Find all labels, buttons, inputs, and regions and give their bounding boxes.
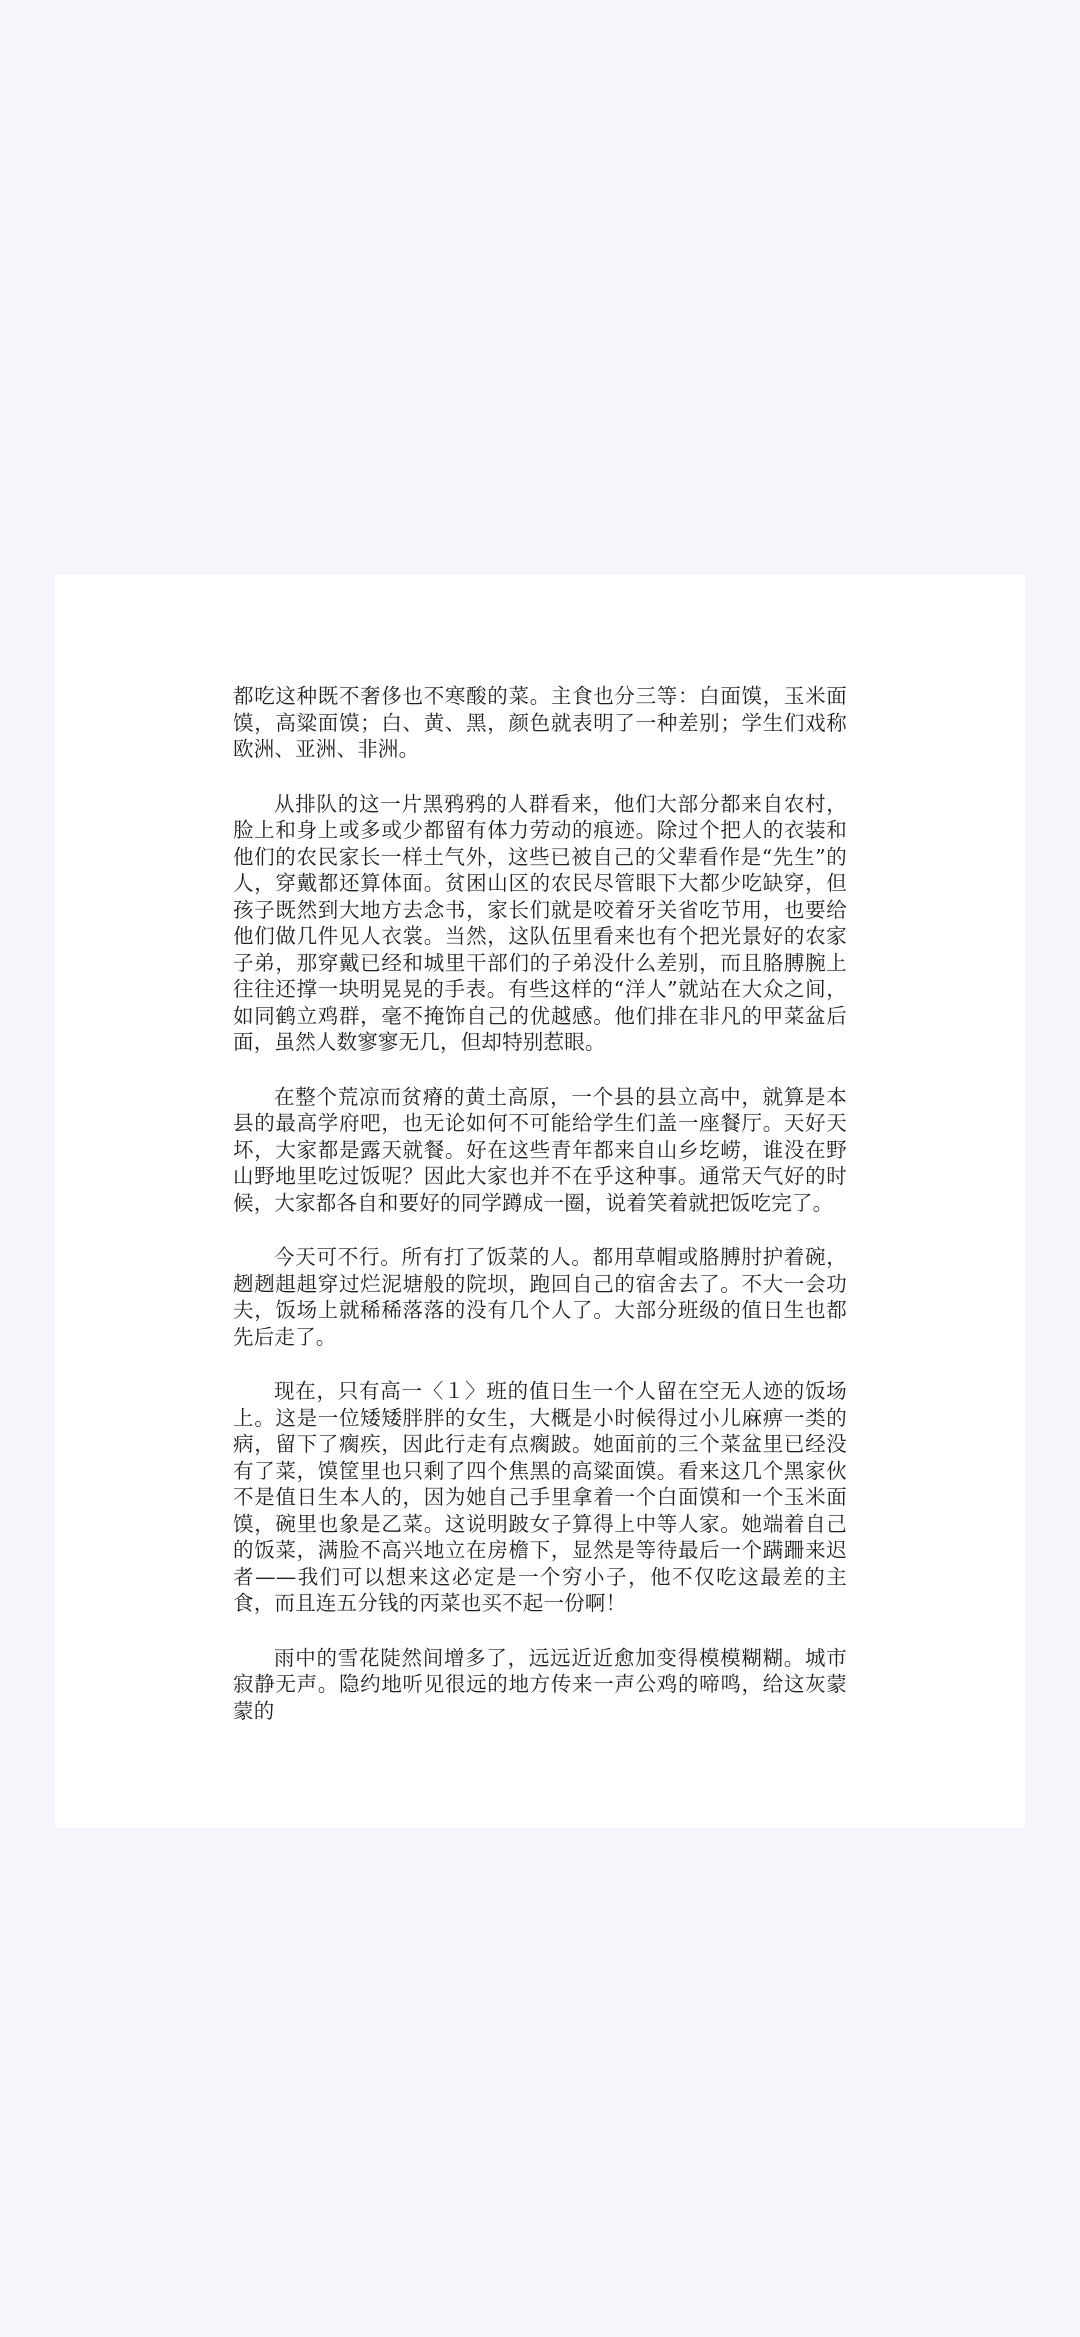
paragraph: 从排队的这一片黑鸦鸦的人群看来，他们大部分都来自农村，脸上和身上或多或少都留有体力劳动的痕迹。除过个把人的衣装和他们的农民家长一样土气外，这些已被自己的父辈看作是“先生”的人，穿戴都还算体面。贫困山区的农民尽管眼下大都少吃缺穿，但孩子既然到大地方去念书，家长们就是咬着牙关省吃节用，也要给他们做几件见人衣裳。当然，这队伍里看来也有个把光景好的农家子弟，那穿戴已经和城里干部们的子弟没什么差别，而且胳膊腕上往往还撑一块明晃晃的手表。有些这样的“洋人”就站在大众之间，如同鹤立鸡群，毫不掩饰自己的优越感。他们排在非凡的甲菜盆后面，虽然人数寥寥无几，但却特别惹眼。	[233, 791, 847, 1054]
paragraph: 今天可不行。所有打了饭菜的人。都用草帽或胳膊肘护着碗，趔趔趄趄穿过烂泥塘般的院坝，跑回自己的宿舍去了。不大一会功夫，饭场上就稀稀落落的没有几个人了。大部分班级的值日生也都先后走了。	[233, 1245, 847, 1349]
paragraph: 现在，只有高一〈１〉班的值日生一个人留在空无人迹的饭场上。这是一位矮矮胖胖的女生，大概是小时候得过小儿麻痹一类的病，留下了瘸疾，因此行走有点瘸跛。她面前的三个菜盆里已经没有了菜，馍筐里也只剩了四个焦黑的高粱面馍。看来这几个黑家伙不是值日生本人的，因为她自己手里拿着一个白面馍和一个玉米面馍，碗里也象是乙菜。这说明跛女子算得上中等人家。她端着自己的饭菜，满脸不高兴地立在房檐下，显然是等待最后一个蹒跚来迟者——我们可以想来这必定是一个穷小子，他不仅吃这最差的主食，而且连五分钱的丙菜也买不起一份啊！	[233, 1379, 847, 1615]
paragraph: 雨中的雪花陡然间增多了，远远近近愈加变得模模糊糊。城市寂静无声。隐约地听见很远的地方传来一声公鸡的啼鸣，给这灰蒙蒙的	[233, 1645, 847, 1723]
document-page	[55, 575, 1025, 1828]
paragraph: 在整个荒凉而贫瘠的黄土高原，一个县的县立高中，就算是本县的最高学府吧，也无论如何不可能给学生们盖一座餐厅。天好天坏，大家都是露天就餐。好在这些青年都来自山乡圪崂，谁没在野山野地里吃过饭呢？因此大家也并不在乎这种事。通常天气好的时候，大家都各自和要好的同学蹲成一圈，说着笑着就把饭吃完了。	[233, 1084, 847, 1215]
paragraph: 都吃这种既不奢侈也不寒酸的菜。主食也分三等：白面馍，玉米面馍，高粱面馍；白、黄、黑，颜色就表明了一种差别；学生们戏称欧洲、亚洲、非洲。	[233, 684, 847, 761]
